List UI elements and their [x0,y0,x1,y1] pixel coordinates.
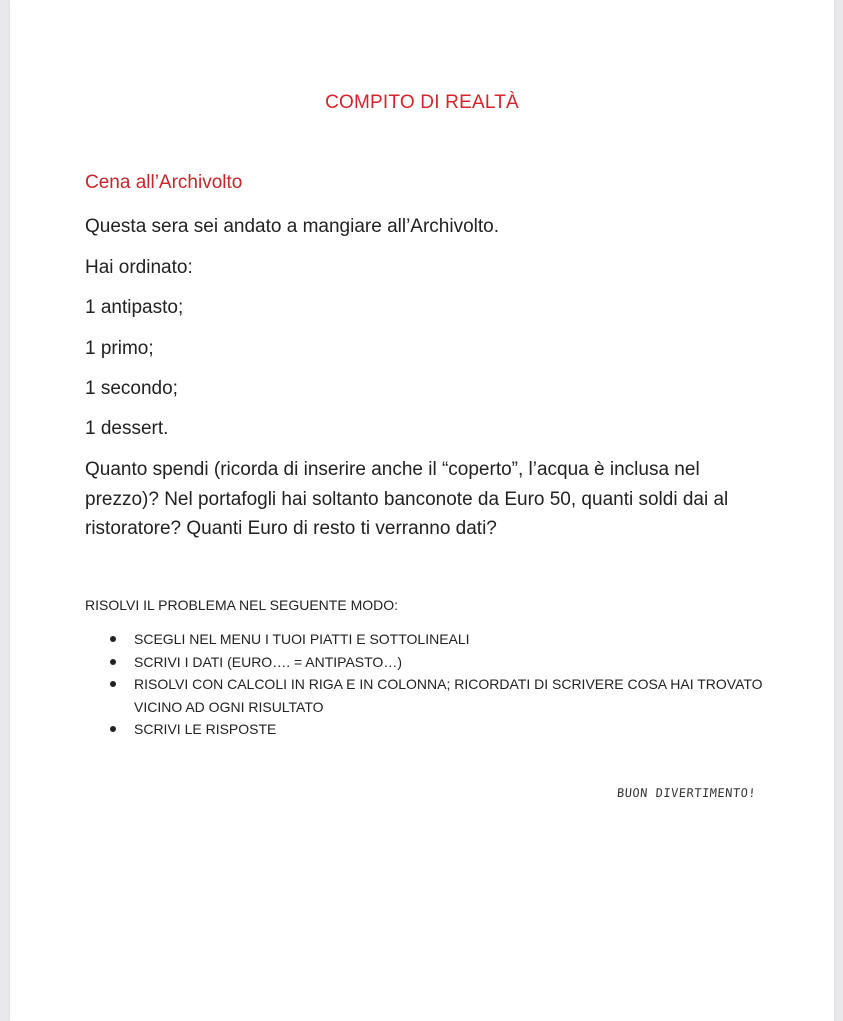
section-subtitle: Cena all’Archivolto [85,172,243,193]
ordered-label: Hai ordinato: [85,257,193,278]
instruction-item: RISOLVI CON CALCOLI IN RIGA E IN COLONNA; RICORDATI DI SCRIVERE COSA HAI TROVATO VICINO AD OGNI RISULTATO [102,673,782,718]
order-item: 1 primo; [85,338,154,359]
instructions-heading: RISOLVI IL PROBLEMA NEL SEGUENTE MODO: [85,597,399,613]
page-title: COMPITO DI REALTÀ [325,92,519,113]
instruction-item: SCEGLI NEL MENU I TUOI PIATTI E SOTTOLINEALI [102,628,782,651]
document-page [10,0,834,1021]
instructions-list [102,628,782,741]
instruction-item: SCRIVI LE RISPOSTE [102,718,782,741]
instruction-item: SCRIVI I DATI (EURO…. = ANTIPASTO…) [102,651,782,674]
intro-paragraph: Questa sera sei andato a mangiare all’Archivolto. [85,216,500,237]
order-item: 1 antipasto; [85,297,184,318]
order-item: 1 dessert. [85,418,169,439]
problem-paragraph: Quanto spendi (ricorda di inserire anche il “coperto”, l’acqua è inclusa nel prezzo)? Nel portafogli hai soltanto banconote da Euro 50, quanti soldi dai al ristoratore? Quanti Euro di resto ti verranno dati? [85,459,729,539]
order-item: 1 secondo; [85,378,178,399]
signoff-text: BUON DIVERTIMENTO! [616,786,757,800]
